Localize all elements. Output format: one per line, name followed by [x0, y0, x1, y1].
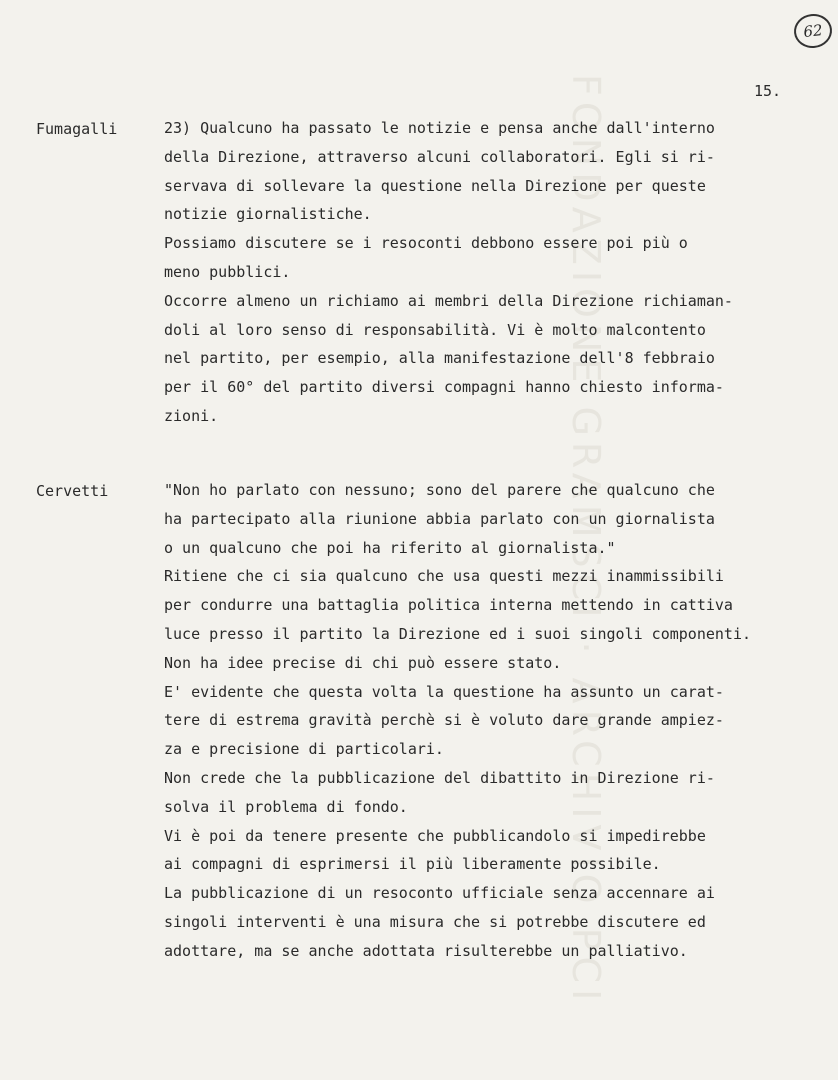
text-line: notizie giornalistiche.	[164, 205, 372, 224]
text-line: tere di estrema gravità perchè si è voluto dare grande ampiez-	[164, 711, 724, 730]
text-line: 23) Qualcuno ha passato le notizie e pensa anche dall'interno	[164, 119, 715, 137]
text-line: Vi è poi da tenere presente che pubblicandolo si impedirebbe	[164, 826, 706, 845]
text-line: Non crede che la pubblicazione del dibattito in Direzione ri-	[164, 768, 715, 787]
text-line: luce presso il partito la Direzione ed i suoi singoli componenti.	[164, 624, 751, 643]
text-line: o un qualcuno che poi ha riferito al giornalista."	[164, 538, 616, 557]
text-line: za e precisione di particolari.	[164, 740, 444, 759]
speech-paragraph	[164, 476, 814, 966]
text-line: della Direzione, attraverso alcuni collaboratori. Egli si ri-	[164, 147, 715, 166]
text-line: zioni.	[164, 406, 219, 425]
text-line: Non ha idee precise di chi può essere stato.	[164, 653, 562, 672]
text-line: servava di sollevare la questione nella Direzione per queste	[164, 176, 706, 195]
text-line: ha partecipato alla riunione abbia parlato con un giornalista	[164, 509, 715, 528]
text-line: "Non ho parlato con nessuno; sono del parere che qualcuno che	[164, 481, 715, 499]
text-line: solva il problema di fondo.	[164, 797, 408, 816]
watermark-text: FONDAZIONE GRAMSCI · ARCHIVIO PCI	[564, 73, 608, 1007]
speaker-name: Fumagalli	[36, 120, 118, 138]
text-line: singoli interventi è una misura che si potrebbe discutere ed	[164, 912, 706, 931]
text-line: La pubblicazione di un resoconto ufficiale senza accennare ai	[164, 884, 715, 903]
text-line: per il 60° del partito diversi compagni hanno chiesto informa-	[164, 378, 724, 397]
speech-paragraph	[164, 114, 814, 431]
text-line: Possiamo discutere se i resoconti debbono essere poi più o	[164, 234, 688, 253]
text-line: meno pubblici.	[164, 262, 291, 281]
text-line: E' evidente che questa volta la questione ha assunto un carat-	[164, 682, 724, 701]
text-line: nel partito, per esempio, alla manifestazione dell'8 febbraio	[164, 349, 715, 368]
text-line: Ritiene che ci sia qualcuno che usa questi mezzi inammissibili	[164, 567, 724, 586]
text-line: adottare, ma se anche adottata risulterebbe un palliativo.	[164, 941, 688, 960]
text-line: ai compagni di esprimersi il più liberamente possibile.	[164, 855, 661, 874]
speaker-name: Cervetti	[36, 482, 109, 500]
text-line: Occorre almeno un richiamo ai membri della Direzione richiaman-	[164, 291, 733, 310]
page-number: 15.	[754, 82, 782, 100]
text-line: doli al loro senso di responsabilità. Vi è molto malcontento	[164, 320, 706, 339]
text-line: per condurre una battaglia politica interna mettendo in cattiva	[164, 596, 733, 615]
handwritten-archive-number: 62	[792, 12, 833, 50]
